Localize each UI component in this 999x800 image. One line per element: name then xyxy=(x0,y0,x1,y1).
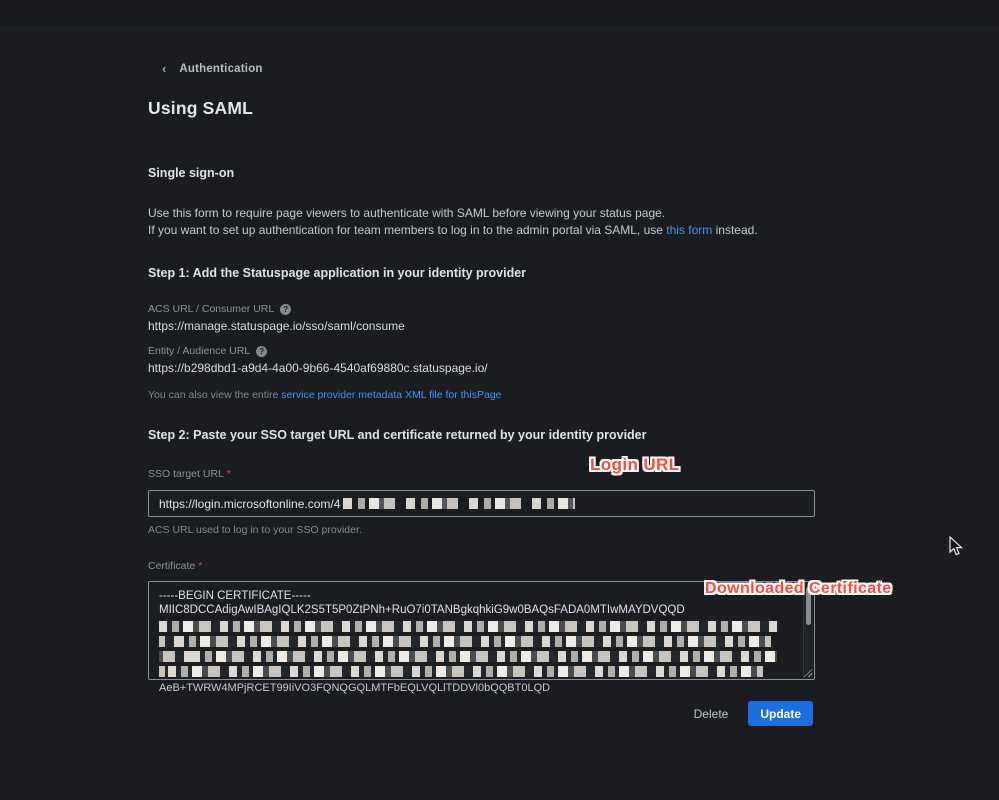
page-title: Using SAML xyxy=(148,98,254,118)
help-icon[interactable]: ? xyxy=(256,346,267,357)
mouse-cursor-icon xyxy=(949,536,963,557)
redacted-certificate-blocks xyxy=(159,666,763,677)
delete-button[interactable]: Delete xyxy=(682,701,741,726)
sso-description-line1: Use this form to require page viewers to authenticate with SAML before viewing your status page. xyxy=(148,206,666,220)
breadcrumb-authentication-link[interactable]: Authentication xyxy=(179,62,263,75)
required-asterisk: * xyxy=(198,560,203,572)
metadata-hint-prefix: You can also view the entire xyxy=(148,389,282,401)
redacted-certificate-blocks xyxy=(159,651,777,662)
main-content xyxy=(148,0,815,726)
acs-url-label xyxy=(148,303,815,315)
redacted-certificate-blocks xyxy=(159,621,779,632)
acs-url-label-text: ACS URL / Consumer URL xyxy=(148,303,275,315)
sso-target-url-label-text: SSO target URL xyxy=(148,468,224,480)
entity-url-label xyxy=(148,345,815,357)
step1-heading: Step 1: Add the Statuspage application in your identity provider xyxy=(148,266,527,280)
acs-url-value: https://manage.statuspage.io/sso/saml/consume xyxy=(148,319,405,333)
metadata-hint xyxy=(148,389,815,401)
metadata-xml-link[interactable]: service provider metadata XML file for thisPage xyxy=(281,389,502,401)
required-asterisk: * xyxy=(226,468,231,480)
entity-url-value: https://b298dbd1-a9d4-4a00-9b66-4540af69880c.statuspage.io/ xyxy=(148,361,488,375)
downloaded-certificate-annotation: Downloaded Certificate xyxy=(705,580,892,597)
sso-target-url-value: https://login.microsoftonline.com/4 xyxy=(159,496,341,511)
sso-target-helper-text: ACS URL used to log in to your SSO provider. xyxy=(148,524,362,536)
certificate-clipped-line: AeB+TWRW4MPjRCET99IiVO3FQNQGQLMTFbEQLVQLlTDDVl0bQQBT0LQD xyxy=(159,682,551,694)
redacted-url-blocks xyxy=(343,498,575,509)
sso-description-line2-prefix: If you want to set up authentication for team members to log in to the admin portal via SAML, use xyxy=(148,223,667,237)
login-url-annotation: Login URL xyxy=(590,455,680,474)
certificate-label xyxy=(148,560,815,572)
sso-description xyxy=(148,205,815,239)
certificate-label-text: Certificate xyxy=(148,560,196,572)
single-sign-on-heading: Single sign-on xyxy=(148,166,235,180)
sso-target-url-label xyxy=(148,468,815,480)
help-icon[interactable]: ? xyxy=(280,304,291,315)
sso-description-line2-suffix: instead. xyxy=(712,223,758,237)
update-button[interactable]: Update xyxy=(748,701,813,726)
certificate-line1: -----BEGIN CERTIFICATE----- xyxy=(159,590,311,602)
entity-url-label-text: Entity / Audience URL xyxy=(148,345,251,357)
chevron-left-icon[interactable]: ‹ xyxy=(162,61,167,76)
certificate-line2: MIIC8DCCAdigAwIBAgIQLK2S5T5P0ZtPNh+RuO7i0TANBgkqhkiG9w0BAQsFADA0MTIwMAYDVQQD xyxy=(159,604,685,616)
form-actions xyxy=(148,701,815,726)
breadcrumb xyxy=(148,62,815,75)
this-form-link[interactable]: this form xyxy=(666,223,713,237)
redacted-certificate-blocks xyxy=(159,636,771,647)
sso-target-url-input[interactable] xyxy=(148,490,815,517)
step2-heading: Step 2: Paste your SSO target URL and certificate returned by your identity provider xyxy=(148,428,647,442)
